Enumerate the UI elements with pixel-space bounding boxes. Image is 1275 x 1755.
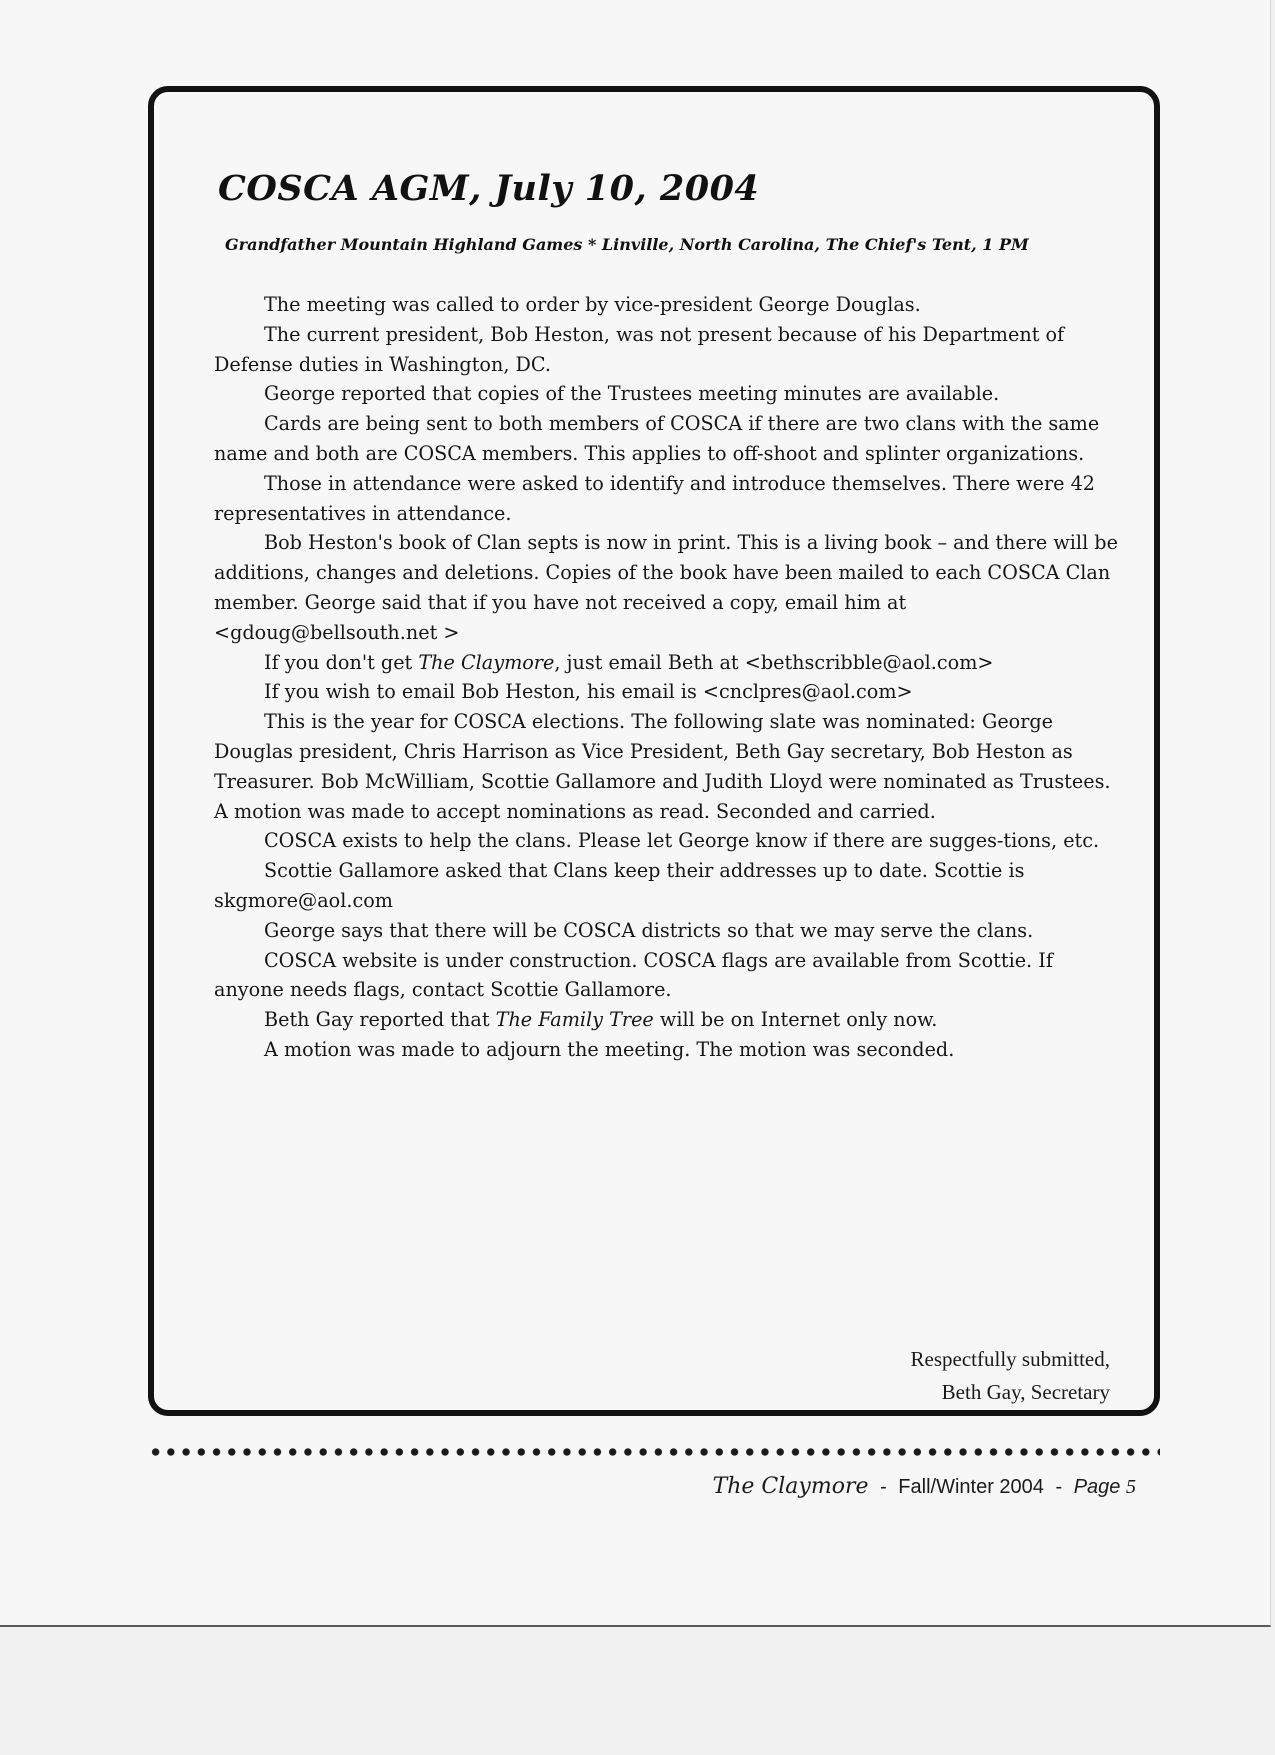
paragraph: The current president, Bob Heston, was not present because of his Department of Defense duties in Washington, DC. xyxy=(214,322,1065,376)
signoff-signature: Beth Gay, Secretary xyxy=(941,1380,1110,1404)
publication-title: The Family Tree xyxy=(495,1008,654,1032)
paragraph: If you wish to email Bob Heston, his email is <cnclpres@aol.com> xyxy=(264,680,913,704)
paragraph-text: Beth Gay reported that xyxy=(264,1008,496,1032)
paragraph: This is the year for COSCA elections. The following slate was nominated: George Douglas president, Chris Harrison as Vice President, Beth Gay secretary, Bob Heston as Treasurer. Bob McWilliam, Scottie Gallamore and Judith Lloyd were nominated as Trustees. A motion was made to accept nominations as read. Seconded and carried. xyxy=(214,710,1111,823)
paragraph xyxy=(214,1005,1120,1035)
paragraph-text: If you don't get xyxy=(264,650,419,674)
article-title: COSCA AGM, July 10, 2004 xyxy=(218,168,760,209)
footer-issue: Fall/Winter 2004 xyxy=(898,1476,1044,1498)
signoff xyxy=(911,1343,1110,1409)
article-subtitle: Grandfather Mountain Highland Games * Linville, North Carolina, The Chief's Tent, 1 PM xyxy=(225,235,1029,254)
paragraph xyxy=(214,648,1120,678)
paragraph: George says that there will be COSCA districts so that we may serve the clans. xyxy=(264,918,1034,942)
paragraph: George reported that copies of the Trustees meeting minutes are available. xyxy=(264,382,1000,406)
page-footer xyxy=(713,1474,1136,1499)
publication-title: The Claymore xyxy=(418,650,555,674)
paragraph-text: will be on Internet only now. xyxy=(653,1008,938,1032)
dotted-divider xyxy=(148,1447,1160,1457)
signoff-closing: Respectfully submitted, xyxy=(910,1347,1110,1371)
paragraph-text: , just email Beth at <bethscribble@aol.com> xyxy=(554,650,994,674)
paragraph: Bob Heston's book of Clan septs is now in print. This is a living book – and there will be additions, changes and deletions. Copies of the book have been mailed to each COSCA Clan member. George said that if you have not received a copy, email him at <gdoug@bellsouth.net > xyxy=(214,531,1118,644)
footer-separator: - xyxy=(880,1476,887,1498)
paragraph: COSCA website is under construction. COSCA flags are available from Scottie. If anyone needs flags, contact Scottie Gallamore. xyxy=(214,948,1053,1002)
footer-separator: - xyxy=(1055,1476,1063,1498)
paragraph: Cards are being sent to both members of COSCA if there are two clans with the same name and both are COSCA members. This applies to off-shoot and splinter organizations. xyxy=(214,412,1100,465)
paragraph: The meeting was called to order by vice-president George Douglas. xyxy=(264,293,921,316)
paragraph: Those in attendance were asked to identify and introduce themselves. There were 42 representatives in attendance. xyxy=(214,471,1095,525)
footer-page-label: Page xyxy=(1073,1476,1121,1498)
paragraph: Scottie Gallamore asked that Clans keep their addresses up to date. Scottie is skgmore@aol.com xyxy=(214,859,1025,912)
article-body xyxy=(214,290,1120,1065)
footer-page-number: 5 xyxy=(1126,1476,1136,1498)
paragraph: COSCA exists to help the clans. Please let George know if there are sugges-tions, etc. xyxy=(264,829,1100,853)
footer-magazine-name: The Claymore xyxy=(712,1474,869,1499)
paragraph: A motion was made to adjourn the meeting. The motion was seconded. xyxy=(264,1037,955,1061)
